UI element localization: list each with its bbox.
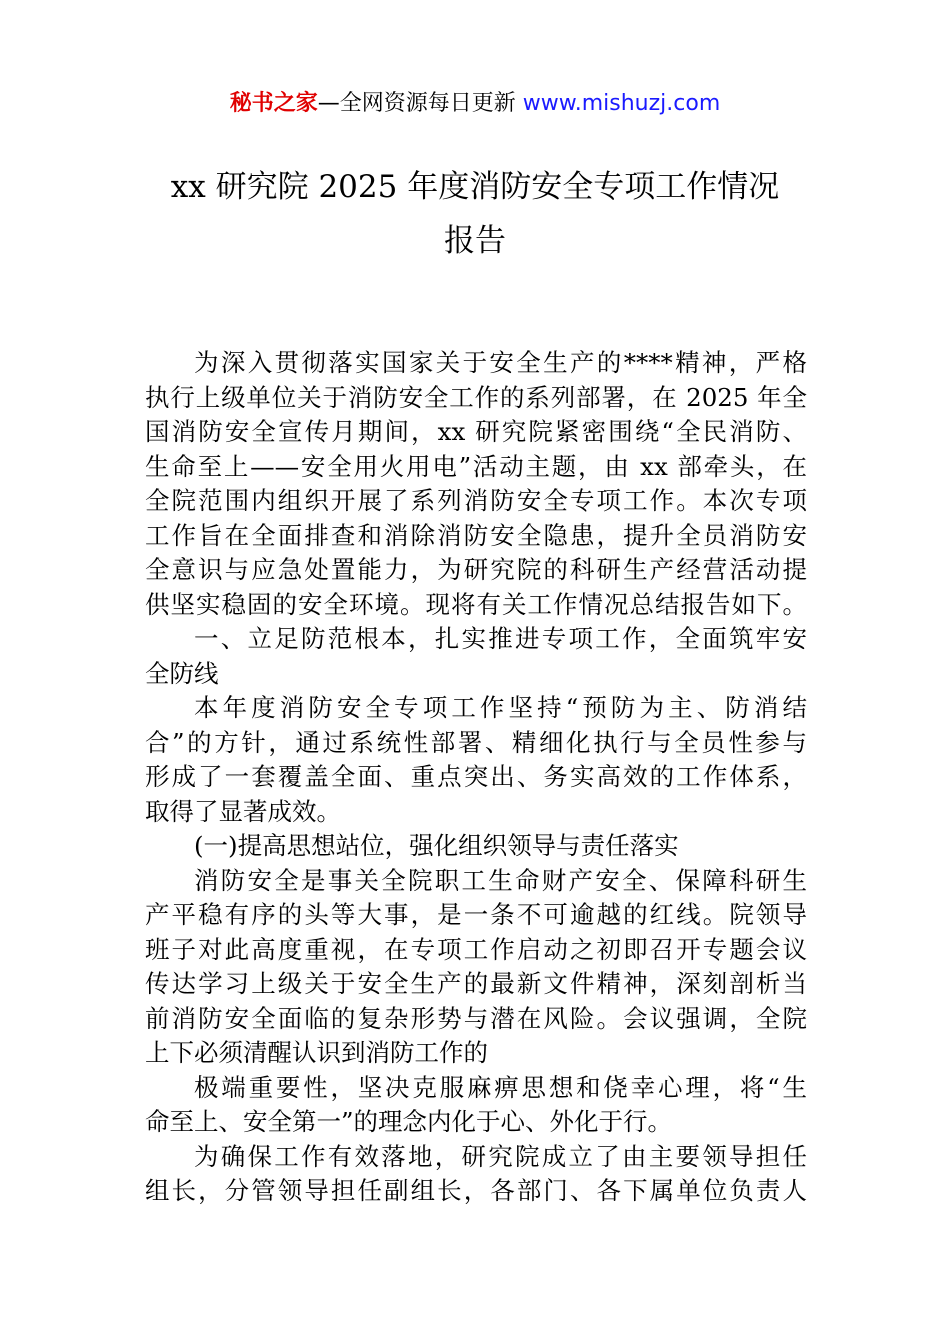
text-line: 传达学习上级关于安全生产的最新文件精神，深刻剖析当 [145, 969, 807, 998]
site-tagline: —全网资源每日更新 [317, 91, 516, 116]
text-line: 为深入贯彻落实国家关于安全生产的****精神，严格 [194, 348, 807, 377]
title-line-1: xx 研究院 2025 年度消防安全专项工作情况 [170, 169, 780, 205]
text-line: 命至上、安全第一”的理念内化于心、外化于行。 [145, 1107, 673, 1136]
text-line: 供坚实稳固的安全环境。现将有关工作情况总结报告如下。 [145, 589, 807, 619]
text-line: 班子对此高度重视，在专项工作启动之初即召开专题会议 [145, 934, 807, 964]
text-line: 组长，分管领导担任副组长，各部门、各下属单位负责人 [145, 1176, 807, 1205]
site-url-link[interactable]: www.mishuzj.com [522, 91, 721, 116]
text-line: 产平稳有序的头等大事，是一条不可逾越的红线。院领导 [145, 900, 807, 929]
document-title [100, 160, 850, 268]
section-heading-line: 一、立足防范根本，扎实推进专项工作，全面筑牢安 [194, 624, 807, 653]
section-heading-line: 全防线 [145, 658, 219, 688]
text-line: 生命至上——安全用火用电”活动主题，由 xx 部牵头，在 [145, 451, 807, 481]
text-line: 形成了一套覆盖全面、重点突出、务实高效的工作体系， [145, 762, 807, 791]
text-line: 合”的方针，通过系统性部署、精细化执行与全员性参与 [145, 727, 807, 757]
text-line: 消防安全是事关全院职工生命财产安全、保障科研生 [194, 865, 807, 895]
text-line: 全院范围内组织开展了系列消防安全专项工作。本次专项 [145, 486, 807, 515]
text-line: 取得了显著成效。 [145, 796, 341, 826]
text-line: 本年度消防安全专项工作坚持“预防为主、防消结 [194, 693, 807, 722]
document-body [145, 346, 807, 1209]
text-line: 前消防安全面临的复杂形势与潜在风险。会议强调，全院 [145, 1003, 807, 1033]
title-line-2: 报告 [444, 223, 506, 259]
subsection-heading: (一)提高思想站位，强化组织领导与责任落实 [194, 831, 679, 860]
text-line: 工作旨在全面排查和消除消防安全隐患，提升全员消防安 [145, 520, 807, 550]
text-line: 为确保工作有效落地，研究院成立了由主要领导担任 [194, 1141, 807, 1171]
text-line: 全意识与应急处置能力，为研究院的科研生产经营活动提 [145, 555, 807, 584]
site-brand: 秘书之家 [229, 91, 318, 116]
text-line: 极端重要性，坚决克服麻痹思想和侥幸心理，将“生 [194, 1072, 807, 1102]
site-header [0, 86, 950, 122]
text-line: 国消防安全宣传月期间，xx 研究院紧密围绕“全民消防、 [145, 417, 807, 446]
text-line: 上下必须清醒认识到消防工作的 [145, 1038, 488, 1067]
text-line: 执行上级单位关于消防安全工作的系列部署，在 2025 年全 [145, 382, 807, 412]
